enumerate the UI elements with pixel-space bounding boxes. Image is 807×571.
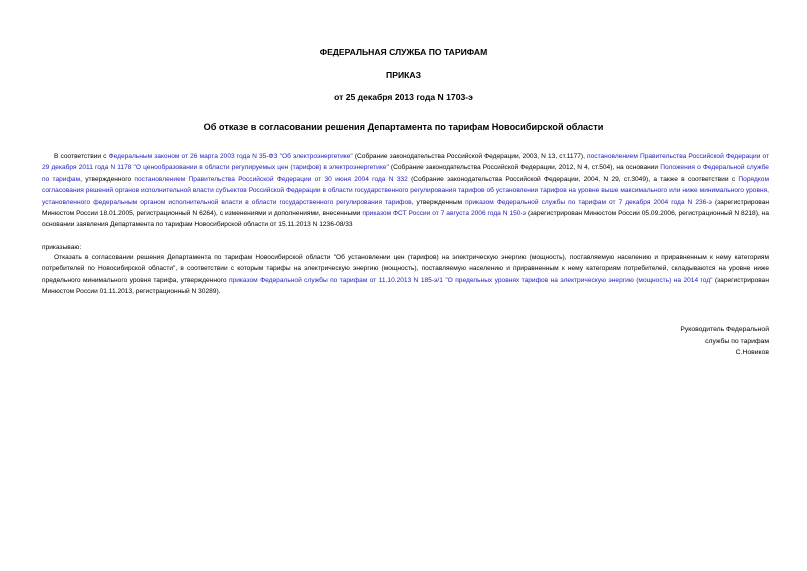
intro-text-6: , утвержденным: [411, 198, 466, 206]
document-type: ПРИКАЗ: [386, 70, 421, 80]
signature-name: С.Новиков: [735, 349, 769, 357]
link-federal-law[interactable]: Федеральным законом от 26 марта 2003 года N 35-ФЗ "Об электроэнергетике": [108, 153, 353, 160]
intro-text-5: (Собрание законодательства Российской Федерации, 2004, N 29, ст.3049), а также в соответствии с: [407, 175, 739, 183]
link-government-decree-332[interactable]: постановлением Правительства Российской Федерации от 30 июня 2004 года N 332: [134, 175, 408, 183]
link-fst-order-150[interactable]: приказом ФСТ России от 7 августа 2006 года N 150-э: [362, 210, 527, 218]
intro-text-2: (Собрание законодательства Российской Федерации, 2003, N 13, ст.1177),: [352, 153, 588, 160]
link-fst-order-236[interactable]: приказом Федеральной службы по тарифам от 7 декабря 2004 года N 236-э: [465, 198, 712, 206]
signature-line-1: Руководитель Федеральной: [680, 326, 769, 333]
signature-block: [680, 324, 769, 359]
intro-paragraph: [42, 151, 769, 231]
intro-text-8: (зарегистрирован Минюстом России 05.09.2006, регистрационный N 8218), на основании заявления Департамента по тарифам Новосибирской области от 15.11.2013 N 1236-08/33: [42, 210, 769, 229]
intro-text-7: (зарегистрирован Минюстом России 18.01.2005, регистрационный N 6264), с изменениями и дополнениями, внесенными: [42, 198, 770, 218]
intro-text-4: , утвержденного: [80, 175, 135, 183]
signature-line-2: службы по тарифам: [705, 337, 769, 345]
link-government-decree-1178[interactable]: постановлением Правительства Российской Федерации от 29 декабря 2011 года N 1178 "О ценообразовании в области регулируемых цен (тарифов) в электроэнергетике": [42, 153, 770, 172]
order-paragraph: [42, 252, 769, 298]
agency-name: ФЕДЕРАЛЬНАЯ СЛУЖБА ПО ТАРИФАМ: [319, 47, 488, 57]
document-date: от 25 декабря 2013 года N 1703-э: [334, 92, 473, 102]
link-fst-order-185[interactable]: приказом Федеральной службы по тарифам от 11.10.2013 N 185-э/1 "О предельных уровнях тарифов на электрическую энергию (мощность) на 2014 год": [228, 276, 713, 284]
order-label: приказываю:: [42, 244, 82, 251]
link-approval-procedure[interactable]: Порядком согласования решений органов исполнительной власти субъектов Российской Федерации в области государственного регулирования тарифов об установлении тарифов на уровне выше максимального или ниже минимального уровня, установленного федеральным органом исполнительной власти в области государственного регулирования тарифов: [42, 175, 769, 206]
intro-text-1: В соответствии с: [54, 153, 109, 160]
order-text-2: (зарегистрирован Минюстом России 01.11.2013, регистрационный N 30289).: [42, 276, 769, 296]
order-text-1: Отказать в согласовании решения Департамента по тарифам Новосибирской области "Об установлении цен (тарифов) на электрическую энергию (мощность), поставляемую населению и приравненным к нему категориям потребителей по Новосибирской области", в соответствии с которым тарифы на электрическую энергию (мощность), поставляемую населению и приравненным к нему категориям потребителей, складываются на уровне ниже предельного минимального уровня тарифа, утвержденного: [42, 254, 769, 284]
document-title: Об отказе в согласовании решения Департамента по тарифам Новосибирской области: [203, 122, 604, 132]
link-fst-regulation[interactable]: Положения о Федеральной службе по тарифам: [42, 164, 769, 183]
intro-text-3: (Собрание законодательства Российской Федерации, 2012, N 4, ст.504), на основании: [388, 164, 661, 172]
